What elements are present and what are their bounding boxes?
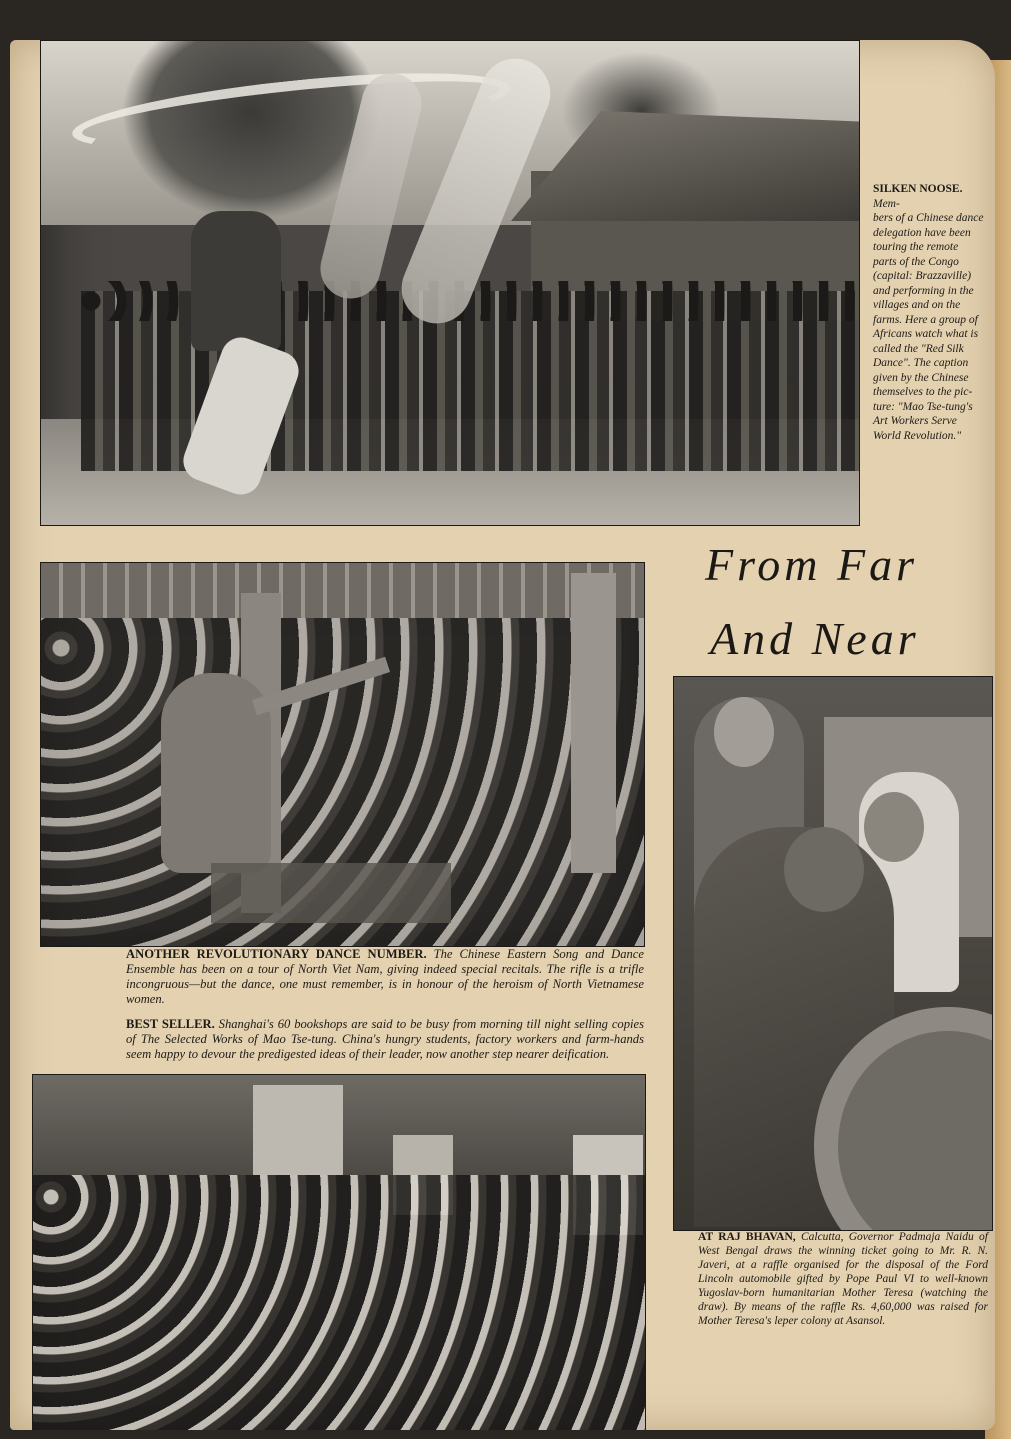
photo-raj-bhavan	[673, 676, 993, 1231]
photo-best-seller	[32, 1074, 646, 1430]
caption-line: and performing in the	[873, 284, 974, 297]
caption-text: Calcutta, Governor Padmaja Naidu of West Bengal draws the winning ticket going to Mr. R. N. Javeri, at a raffle organised for the disposal of the Ford Lincoln automobile gifted by Pope Paul VI to well-known Yugoslav-born humanitarian Mother Teresa (watching the draw). By means of the raffle Rs. 4,60,000 was raised for Mother Teresa's leper colony at Asansol.	[698, 1231, 988, 1327]
caption-line: (capital: Brazzaville)	[873, 270, 972, 282]
page-heading-line2: And Near	[710, 613, 920, 664]
caption-line: ture: "Mao Tse-tung's	[873, 400, 973, 413]
caption-line: Dance". The caption	[873, 357, 969, 369]
caption-line: themselves to the pic-	[873, 386, 973, 398]
caption-title: BEST SELLER.	[126, 1017, 215, 1031]
page-heading-line1: From Far	[705, 539, 919, 590]
caption-line: bers of a Chinese dance	[873, 212, 984, 224]
caption-dance-number	[126, 947, 644, 1007]
photo-dance-number	[40, 562, 645, 947]
caption-line: parts of the Congo	[873, 255, 959, 268]
magazine-page	[10, 40, 995, 1430]
caption-text: The Chinese Eastern Song and Dance Ensemble has been on a tour of North Viet Nam, giving indeed special recitals. The rifle is a trifle incongruous—but the dance, one must remember, is in honour of the heroism of North Vietnamese women.	[126, 947, 644, 1006]
caption-title: AT RAJ BHAVAN,	[698, 1231, 796, 1243]
caption-title: SILKEN NOOSE.	[873, 183, 963, 195]
caption-raj-bhavan	[698, 1230, 988, 1328]
caption-line: Africans watch what is	[873, 328, 979, 340]
caption-best-seller	[126, 1017, 644, 1063]
caption-line: farms. Here a group of	[873, 313, 978, 326]
caption-line: delegation have been	[873, 226, 971, 239]
caption-text: Shanghai's 60 bookshops are said to be busy from morning till night selling copies of The Selected Works of Mao Tse-tung. China's hungry students, factory workers and farm-hands seem happy to devour the predigested ideas of their leader, now another step nearer deification.	[126, 1017, 644, 1061]
caption-line: given by the Chinese	[873, 371, 969, 384]
caption-line: World Revolution."	[873, 429, 962, 442]
caption-line: Mem-	[873, 197, 900, 210]
caption-line: Art Workers Serve	[873, 415, 957, 427]
caption-line: villages and on the	[873, 299, 961, 311]
caption-line: touring the remote	[873, 241, 959, 253]
caption-line: called the "Red Silk	[873, 342, 964, 355]
caption-silken-noose	[873, 182, 991, 443]
caption-title: ANOTHER REVOLUTIONARY DANCE NUMBER.	[126, 947, 427, 961]
photo-silken-noose	[40, 40, 860, 526]
